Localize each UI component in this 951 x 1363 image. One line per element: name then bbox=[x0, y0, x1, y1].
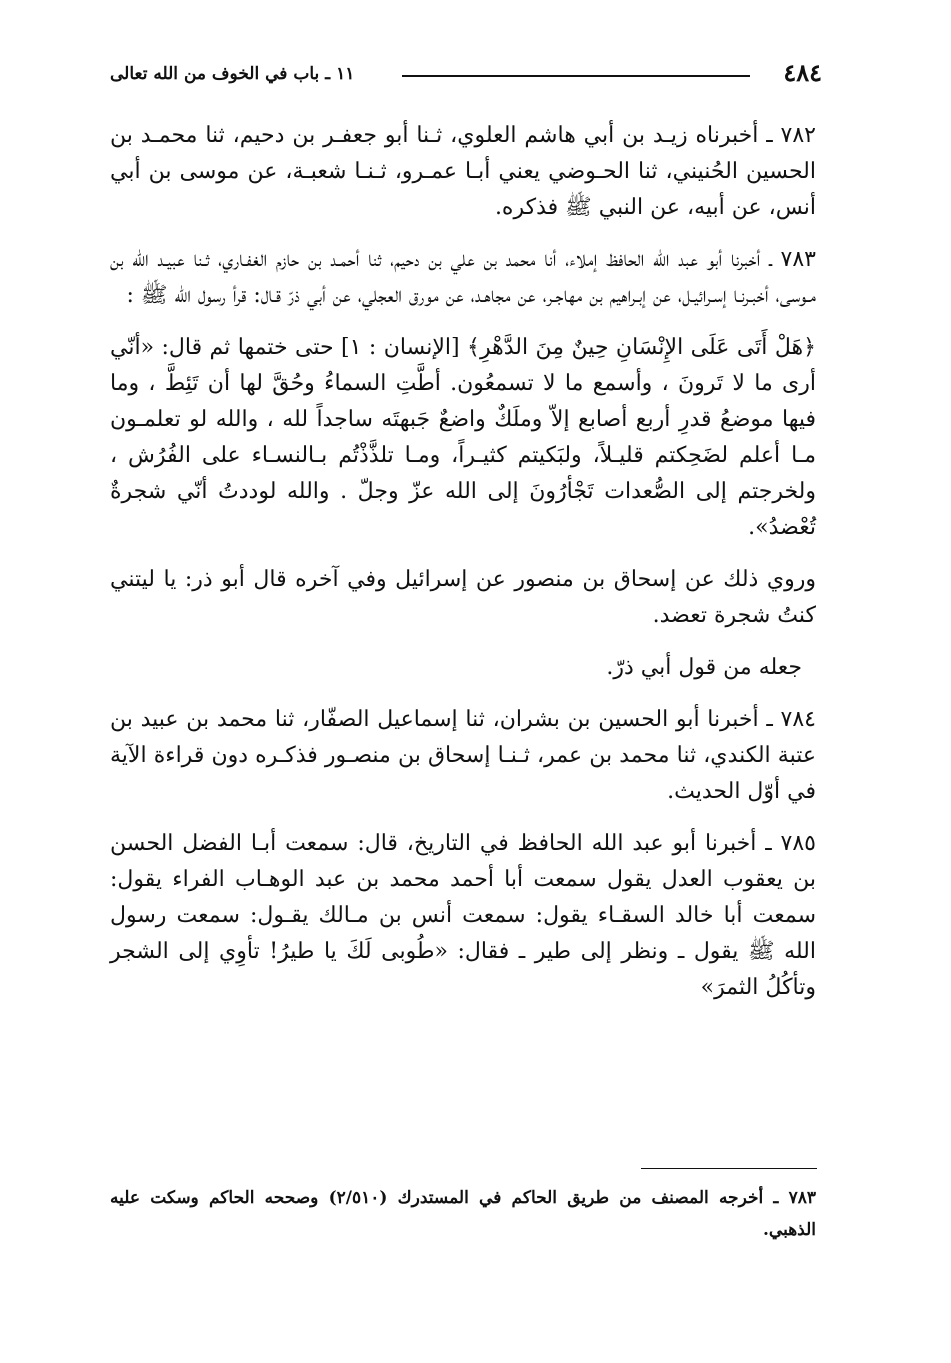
hadith-783: ٧٨٣ ـ أخبرنا أبو عبد الله الحافظ إملاء، أنا محمد بن علي بن دحيم، ثنا أحمـد بن حازم الغفـاري، ثـنا عبيـد الله بن مـوسى، أخبـرنـا إسـرائيـل، عن إبـراهيم بن مهاجـر، عن مجاهـد، عن مورق العجلي، عن أبي ذرّ قـال: قرأ رسول الله ﷺ : bbox=[110, 247, 816, 308]
hadith-782: ٧٨٢ ـ أخبرناه زيـد بن أبي هاشم العلوي، ثـنا أبو جعفـر بن دحيم، ثنا محمـد بن الحسين الحُنيني، ثنا الحـوضي يعني أبـا عمـرو، ثـنـا شعبـة، عن موسى بن أبي أنس، عن أبيه، عن النبي ﷺ فذكره. bbox=[110, 123, 816, 220]
hadith-783-text: ﴿هَلْ أَتَى عَلَى الإِنْسَانِ حِينٌ مِنَ الدَّهْرِ﴾ [الإنسان : ١] حتى ختمها ثم قال: «أنّي أرى ما لا تَرونَ ، وأسمع ما لا تسمعُون. أطَّتِ السماءُ وحُقَّ لها أن تَئِطَّ ، وما فيها موضعُ قدرِ أربع أصابع إلاّ وملَكٌ واضعٌ جَبهتَه ساجداً لله ، والله لو تعلمـون مـا أعلم لضَحِكتم قليـلاً، ولبَكيتم كثيـراً، ومـا تلذَّذْتُم بـالنسـاء على الفُرُش ، ولخرجتم إلى الصُّعدات تَجْأرُونَ إلى الله عزّ وجلّ . والله لوددتُ أنّي شجرةٌ تُعْضدُ». bbox=[110, 335, 817, 540]
hadith-784: ٧٨٤ ـ أخبرنا أبو الحسين بن بشران، ثنا إسماعيل الصفّار، ثنا محمد بن عبيد بن عتبة الكندي، ثنا محمد بن عمر، ثـنـا إسحاق بن منصـور فذكـره دون قراءة الآية في أوّل الحديث. bbox=[110, 707, 816, 804]
hadith-785: ٧٨٥ ـ أخبرنا أبو عبد الله الحافظ في التاريخ، قال: سمعت أبـا الفضل الحسن بن يعقوب العدل يقول سمعت أبا أحمد محمد بن عبد الوهـاب الفراء يقول: سمعت أبا خالد السقـاء يقول: سمعت أنس بن مـالك يقـول: سمعت رسول الله ﷺ يقول ـ ونظر إلى طير ـ فقال: «طُوبى لَكَ يا طيرُ! تأوِي إلى الشجر وتأكُلُ الثمرَ» bbox=[110, 831, 816, 1000]
footnote-rule bbox=[641, 1168, 817, 1169]
running-header bbox=[110, 58, 822, 92]
page-number: ٤٨٤ bbox=[783, 58, 822, 87]
footnote bbox=[110, 1182, 816, 1246]
main-text bbox=[110, 118, 816, 1022]
narration-note: وروي ذلك عن إسحاق بن منصور عن إسرائيل وفي آخره قال أبو ذر: يا ليتني كنتُ شجرة تعضد. bbox=[110, 567, 816, 628]
chapter-title: ١١ ـ باب في الخوف من الله تعالى bbox=[110, 64, 355, 84]
header-rule bbox=[402, 75, 750, 77]
footnote-783: ٧٨٣ ـ أخرجه المصنف من طريق الحاكم في المستدرك (٢/٥١٠) وصححه الحاكم وسكت عليه الذهبي. bbox=[110, 1188, 816, 1240]
attribution-note: جعله من قول أبي ذرّ. bbox=[606, 655, 802, 680]
